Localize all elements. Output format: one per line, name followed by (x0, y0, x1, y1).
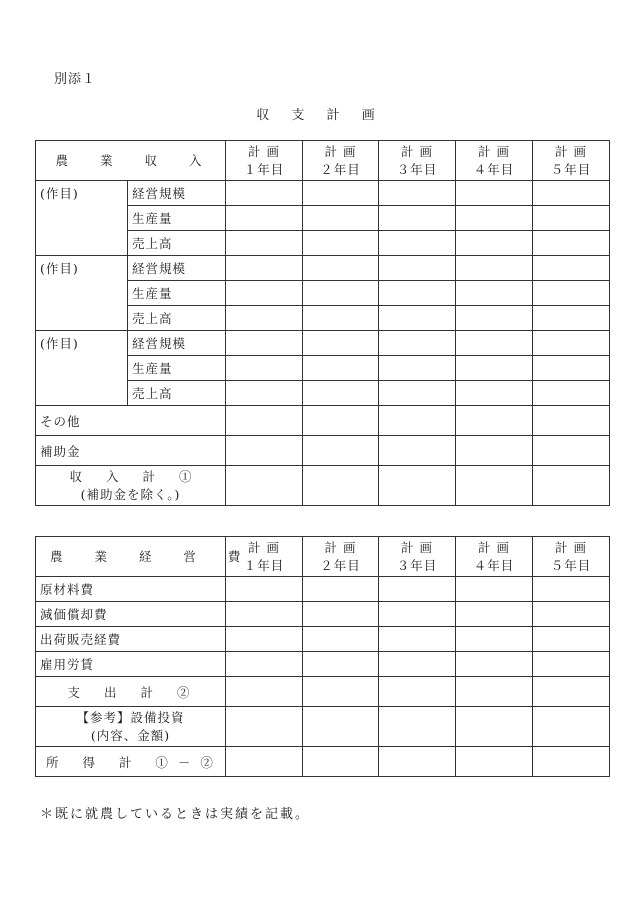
input-cell[interactable] (379, 747, 456, 777)
input-cell[interactable] (456, 306, 533, 331)
input-cell[interactable] (533, 707, 610, 747)
input-cell[interactable] (379, 356, 456, 381)
row-label: 生産量 (128, 281, 226, 306)
input-cell[interactable] (456, 652, 533, 677)
input-cell[interactable] (303, 466, 379, 506)
input-cell[interactable] (226, 707, 303, 747)
input-cell[interactable] (303, 356, 379, 381)
input-cell[interactable] (456, 181, 533, 206)
input-cell[interactable] (533, 281, 610, 306)
input-cell[interactable] (303, 747, 379, 777)
input-cell[interactable] (379, 206, 456, 231)
table-row (36, 652, 610, 677)
input-cell[interactable] (379, 707, 456, 747)
input-cell[interactable] (533, 256, 610, 281)
input-cell[interactable] (226, 281, 303, 306)
input-cell[interactable] (456, 577, 533, 602)
table-row (36, 602, 610, 627)
other-label: その他 (36, 406, 226, 436)
input-cell[interactable] (303, 231, 379, 256)
crop-label: (作目) (36, 181, 128, 256)
input-cell[interactable] (533, 677, 610, 707)
input-cell[interactable] (456, 256, 533, 281)
expense-total-label: 支 出 計 ② (36, 677, 226, 707)
input-cell[interactable] (303, 627, 379, 652)
income-header-row (36, 141, 610, 181)
table-row (36, 331, 610, 356)
input-cell[interactable] (303, 677, 379, 707)
table-row (36, 436, 610, 466)
input-cell[interactable] (226, 206, 303, 231)
input-cell[interactable] (226, 747, 303, 777)
row-label: 減価償却費 (36, 602, 226, 627)
income-table (35, 140, 610, 506)
input-cell[interactable] (533, 652, 610, 677)
input-cell[interactable] (379, 577, 456, 602)
input-cell[interactable] (226, 627, 303, 652)
annex-label: 別添１ (54, 72, 97, 87)
input-cell[interactable] (533, 231, 610, 256)
input-cell[interactable] (379, 677, 456, 707)
input-cell[interactable] (456, 381, 533, 406)
input-cell[interactable] (303, 381, 379, 406)
table-row (36, 466, 610, 506)
input-cell[interactable] (533, 627, 610, 652)
input-cell[interactable] (379, 256, 456, 281)
plan-year-1-header: 計 画 １年目 (226, 537, 303, 577)
input-cell[interactable] (226, 331, 303, 356)
input-cell[interactable] (533, 747, 610, 777)
input-cell[interactable] (303, 181, 379, 206)
table-row (36, 677, 610, 707)
input-cell[interactable] (456, 331, 533, 356)
row-label: 生産量 (128, 356, 226, 381)
input-cell[interactable] (456, 281, 533, 306)
input-cell[interactable] (226, 436, 303, 466)
input-cell[interactable] (303, 436, 379, 466)
input-cell[interactable] (456, 466, 533, 506)
input-cell[interactable] (303, 206, 379, 231)
input-cell[interactable] (379, 652, 456, 677)
row-label: 出荷販売経費 (36, 627, 226, 652)
input-cell[interactable] (226, 381, 303, 406)
input-cell[interactable] (456, 627, 533, 652)
plan-year-3-header: 計 画 ３年目 (379, 141, 456, 181)
input-cell[interactable] (303, 652, 379, 677)
table-row (36, 627, 610, 652)
input-cell[interactable] (303, 577, 379, 602)
input-cell[interactable] (533, 406, 610, 436)
expense-header: 農 業 経 営 費 (36, 537, 226, 577)
input-cell[interactable] (379, 627, 456, 652)
input-cell[interactable] (226, 356, 303, 381)
input-cell[interactable] (533, 206, 610, 231)
input-cell[interactable] (533, 466, 610, 506)
input-cell[interactable] (303, 256, 379, 281)
input-cell[interactable] (456, 356, 533, 381)
expense-header-row (36, 537, 610, 577)
row-label: 原材料費 (36, 577, 226, 602)
input-cell[interactable] (379, 331, 456, 356)
crop-label: (作目) (36, 256, 128, 331)
input-cell[interactable] (303, 281, 379, 306)
input-cell[interactable] (303, 602, 379, 627)
input-cell[interactable] (456, 406, 533, 436)
input-cell[interactable] (456, 707, 533, 747)
input-cell[interactable] (379, 406, 456, 436)
input-cell[interactable] (226, 231, 303, 256)
input-cell[interactable] (379, 466, 456, 506)
plan-year-5-header: 計 画 ５年目 (533, 537, 610, 577)
input-cell[interactable] (379, 231, 456, 256)
input-cell[interactable] (533, 331, 610, 356)
input-cell[interactable] (533, 577, 610, 602)
input-cell[interactable] (226, 577, 303, 602)
input-cell[interactable] (456, 436, 533, 466)
input-cell[interactable] (303, 406, 379, 436)
table-row (36, 577, 610, 602)
row-label: 売上高 (128, 231, 226, 256)
input-cell[interactable] (226, 406, 303, 436)
plan-year-3-header: 計 画 ３年目 (379, 537, 456, 577)
plan-year-2-header: 計 画 ２年目 (303, 141, 379, 181)
input-cell[interactable] (456, 206, 533, 231)
table-row (36, 406, 610, 436)
plan-year-4-header: 計 画 ４年目 (456, 141, 533, 181)
row-label: 雇用労賃 (36, 652, 226, 677)
input-cell[interactable] (533, 381, 610, 406)
row-label: 経営規模 (128, 181, 226, 206)
input-cell[interactable] (456, 602, 533, 627)
input-cell[interactable] (533, 306, 610, 331)
input-cell[interactable] (533, 181, 610, 206)
expense-table (35, 536, 610, 777)
plan-year-2-header: 計 画 ２年目 (303, 537, 379, 577)
input-cell[interactable] (379, 381, 456, 406)
income-header: 農 業 収 入 (36, 141, 226, 181)
net-income-label: 所 得 計 ①－② (36, 747, 226, 777)
input-cell[interactable] (226, 677, 303, 707)
subsidy-label: 補助金 (36, 436, 226, 466)
input-cell[interactable] (379, 436, 456, 466)
plan-year-5-header: 計 画 ５年目 (533, 141, 610, 181)
input-cell[interactable] (456, 747, 533, 777)
input-cell[interactable] (379, 281, 456, 306)
row-label: 売上高 (128, 306, 226, 331)
input-cell[interactable] (379, 181, 456, 206)
input-cell[interactable] (533, 436, 610, 466)
plan-year-4-header: 計 画 ４年目 (456, 537, 533, 577)
input-cell[interactable] (226, 181, 303, 206)
input-cell[interactable] (226, 306, 303, 331)
table-row (36, 181, 610, 206)
input-cell[interactable] (226, 466, 303, 506)
input-cell[interactable] (533, 602, 610, 627)
income-total-label: 収 入 計 ① (補助金を除く。) (36, 466, 226, 506)
footnote: ＊既に就農しているときは実績を記載。 (40, 807, 311, 822)
table-row (36, 747, 610, 777)
input-cell[interactable] (456, 231, 533, 256)
plan-year-1-header: 計 画 １年目 (226, 141, 303, 181)
row-label: 経営規模 (128, 331, 226, 356)
input-cell[interactable] (226, 652, 303, 677)
input-cell[interactable] (303, 306, 379, 331)
row-label: 経営規模 (128, 256, 226, 281)
capex-reference-label: 【参考】設備投資 (内容、金額) (36, 707, 226, 747)
page-title: 収 支 計 画 (256, 108, 384, 123)
input-cell[interactable] (226, 256, 303, 281)
input-cell[interactable] (456, 677, 533, 707)
row-label: 売上高 (128, 381, 226, 406)
table-row (36, 707, 610, 747)
input-cell[interactable] (533, 356, 610, 381)
crop-label: (作目) (36, 331, 128, 406)
input-cell[interactable] (379, 602, 456, 627)
row-label: 生産量 (128, 206, 226, 231)
input-cell[interactable] (379, 306, 456, 331)
input-cell[interactable] (226, 602, 303, 627)
input-cell[interactable] (303, 331, 379, 356)
table-row (36, 256, 610, 281)
input-cell[interactable] (303, 707, 379, 747)
